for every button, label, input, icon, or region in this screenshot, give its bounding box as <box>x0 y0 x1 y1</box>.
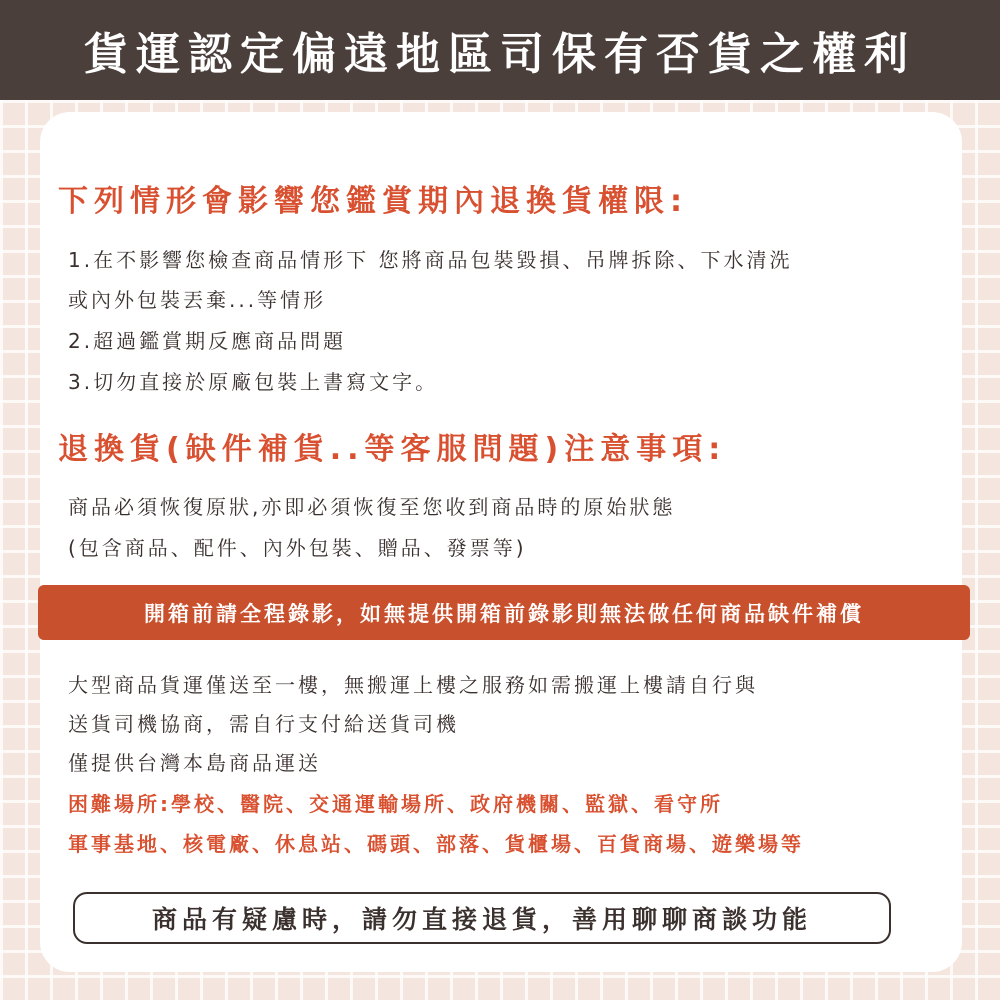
list-item: 送貨司機協商，需自行支付給送貨司機 <box>68 712 459 736</box>
list-item: 大型商品貨運僅送至一樓，無搬運上樓之服務如需搬運上樓請自行與 <box>68 673 758 697</box>
restricted-locations-line: 困難場所:學校、醫院、交通運輸場所、政府機關、監獄、看守所 <box>68 792 723 816</box>
list-item: 或內外包裝丟棄...等情形 <box>68 288 327 312</box>
section-title-return-limits: 下列情形會影響您鑑賞期內退換貨權限: <box>58 184 688 219</box>
page-title: 貨運認定偏遠地區司保有否貨之權利 <box>84 29 916 80</box>
list-item: 2.超過鑑賞期反應商品問題 <box>68 329 347 353</box>
list-item: 1.在不影響您檢查商品情形下 您將商品包裝毀損、吊牌拆除、下水清洗 <box>68 248 793 272</box>
list-item: 商品必須恢復原狀,亦即必須恢復至您收到商品時的原始狀態 <box>68 495 676 519</box>
unboxing-notice-banner <box>38 585 970 640</box>
header-bar <box>0 0 1000 100</box>
restricted-locations-line: 軍事基地、核電廠、休息站、碼頭、部落、貨櫃場、百貨商場、遊樂場等 <box>68 832 804 856</box>
list-item: 3.切勿直接於原廠包裝上書寫文字。 <box>68 370 439 394</box>
list-item: (包含商品、配件、內外包裝、贈品、發票等) <box>68 536 527 560</box>
list-item: 僅提供台灣本島商品運送 <box>68 751 321 775</box>
section-title-return-notes: 退換貨(缺件補貨..等客服問題)注意事項: <box>58 432 727 467</box>
chat-reminder-text: 商品有疑慮時，請勿直接退貨，善用聊聊商談功能 <box>151 905 812 934</box>
chat-reminder-box <box>73 892 891 944</box>
banner-text: 開箱前請全程錄影，如無提供開箱前錄影則無法做任何商品缺件補償 <box>144 601 864 626</box>
